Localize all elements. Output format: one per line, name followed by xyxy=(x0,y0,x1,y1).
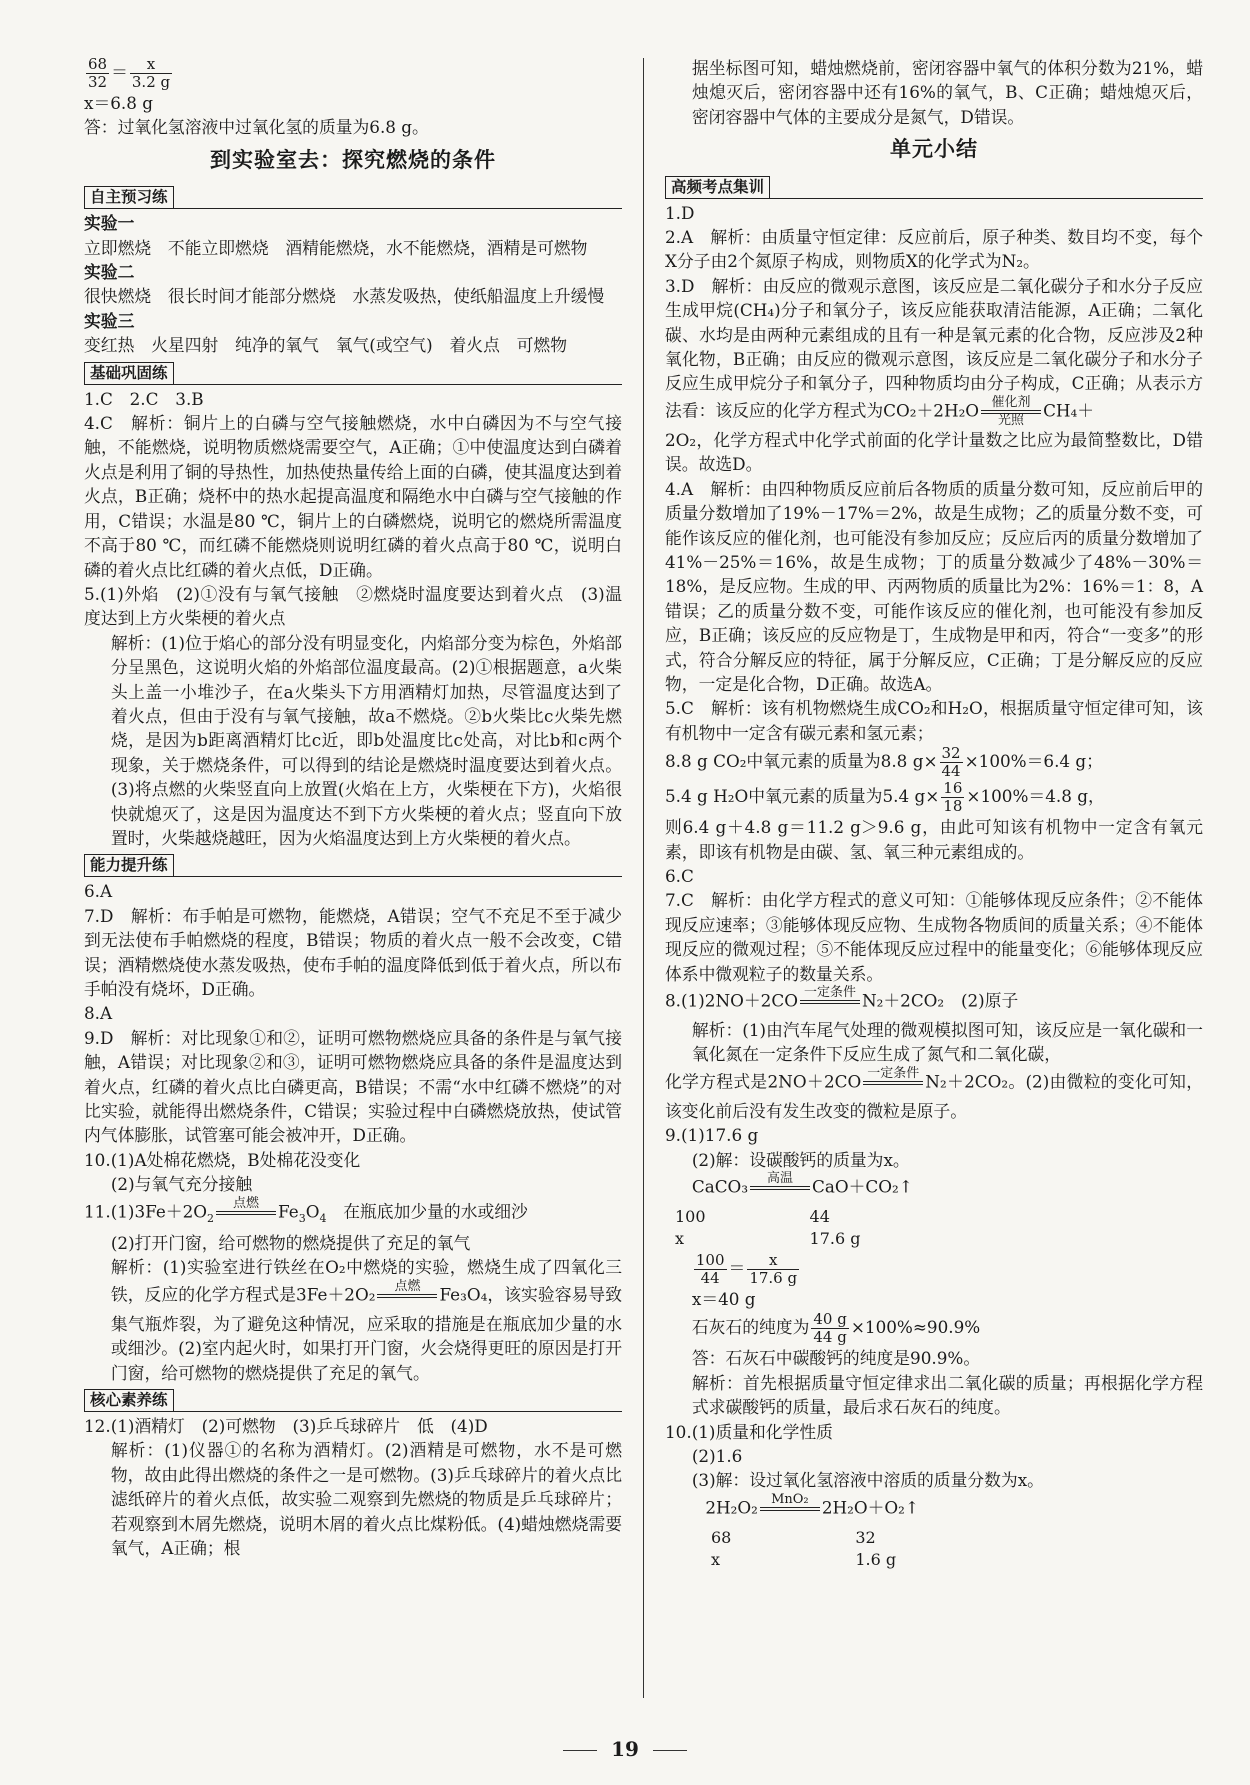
reaction-condition: 点燃 xyxy=(394,1278,421,1294)
answer-text: CH₄＋ xyxy=(1043,400,1095,421)
denominator: 44 xyxy=(700,1269,720,1288)
explanation-para xyxy=(665,1067,1203,1123)
explanation-para xyxy=(84,1255,622,1385)
numerator: 32 xyxy=(941,744,961,763)
denominator: 32 xyxy=(88,73,108,91)
answer-para: 6.A xyxy=(84,881,113,902)
answer-para: 9.D 解析：对比现象①和②，证明可燃物燃烧应具备的条件是与氧气接触，A错误；对比现象②和③，证明可燃物燃烧应具备的条件是温度达到着火点，红磷的着火点比白磷更高，B错误；不需“水中红磷不燃烧”的对比实验，就能得出燃烧条件，C错误；实验过程中白磷燃烧放热，使试管内气体膨胀，试管塞可能会被冲开，D正确。 xyxy=(84,1027,622,1146)
reaction-arrow xyxy=(750,1172,810,1204)
mass-value: x xyxy=(675,1229,685,1249)
calc-line xyxy=(665,1311,1203,1346)
answer-para: (2)解：设碳酸钙的质量为x。 xyxy=(691,1149,910,1170)
right-column xyxy=(665,56,1203,1573)
page-dash xyxy=(563,1750,597,1751)
calc-line xyxy=(665,745,1203,780)
fraction xyxy=(130,56,172,91)
mass-value: 32 xyxy=(855,1527,876,1547)
answer-text: 3.D 解析：由反应的微观示意图，该反应是二氧化碳分子和水分子反应生成甲烷(CH₄)分子和氧分子，该反应能获取清洁能源，A正确；二氧化碳、水均是由两种元素组成的且有一种是氧元素的化合物，反应涉及2种氧化物，B正确；由反应的微观示意图，该反应是二氧化碳分子和水分子反应生成甲烷分子和氧分子，四种物质均由分子构成，C正确；从表示方法看：该反应的化学方程式为CO₂＋2H₂O xyxy=(665,275,1203,421)
reaction-condition: 一定条件 xyxy=(803,985,856,1000)
fraction xyxy=(941,780,964,815)
fraction xyxy=(811,1311,848,1346)
answer-para: 12.(1)酒精灯 (2)可燃物 (3)乒乓球碎片 低 (4)D xyxy=(84,1415,488,1436)
calc-text: ×100%＝4.8 g， xyxy=(966,786,1105,807)
numerator: 40 g xyxy=(813,1310,847,1329)
mass-value: x xyxy=(711,1549,721,1569)
section-tag: 高频考点集训 xyxy=(665,176,770,199)
answer-para: (2)打开门窗，给可燃物的燃烧提供了充足的氧气 xyxy=(110,1232,471,1253)
explanation-text: N₂＋2CO₂。(2)由微粒的变化可知，该变化前后没有发生改变的微粒是原子。 xyxy=(665,1071,1203,1121)
denominator: 44 xyxy=(941,762,961,781)
reaction-arrow xyxy=(863,1067,923,1099)
section-tag: 基础巩固练 xyxy=(84,362,174,385)
block-text: 很快燃烧 很长时间才能部分燃烧 水蒸发吸热，使纸船温度上升缓慢 xyxy=(84,286,605,307)
mass-value: 100 xyxy=(675,1207,706,1227)
equation-line: $11.(1)3Fe+2O_2$ 点燃 $Fe_3O_4$ 在瓶底加少量的水或细沙 xyxy=(84,1197,622,1231)
eq-part: Fe xyxy=(278,1201,299,1222)
section-tag: 能力提升练 xyxy=(84,854,174,877)
fraction xyxy=(747,1252,799,1287)
answer-para: 9.(1)17.6 g xyxy=(665,1125,759,1146)
eq-part: N₂＋2CO₂ (2)原子 xyxy=(861,990,1019,1011)
reaction-condition: 高温 xyxy=(767,1171,794,1187)
calc-text: 石灰石的纯度为 xyxy=(691,1317,810,1338)
numerator: x xyxy=(130,56,172,74)
answer-para: 2.A 解析：由质量守恒定律：反应前后，原子种类、数目均不变，每个X分子由2个氮原子构成，则物质X的化学式为N₂。 xyxy=(665,227,1203,272)
page-dash xyxy=(653,1750,687,1751)
intro-fraction-line: $\frac{68}{32}$ ＝ $\frac{x}{3.2 g}$ xyxy=(88,55,171,91)
mass-value: 44 xyxy=(809,1207,830,1227)
equation-line xyxy=(665,1493,1203,1525)
answer-para: 7.D 解析：布手帕是可燃物，能燃烧，A错误；空气不充足不至于减少到无法使布手帕燃烧的程度，B错误；物质的着火点一般不会改变，C错误；酒精燃烧使水蒸发吸热，使布手帕的温度降低到低于着火点，所以布手帕没有烧坏，D正确。 xyxy=(84,905,622,999)
reaction-arrow xyxy=(377,1280,437,1312)
section-tag: 核心素养练 xyxy=(84,1389,174,1412)
calc-line xyxy=(665,780,1203,815)
explanation-text: 解析：(1)实验室进行铁丝在O₂中燃烧的实验，燃烧生成了四氧化三铁，反应的化学方程式是3Fe＋2O₂ xyxy=(110,1257,622,1305)
eq-part: 11.(1)3Fe＋2O xyxy=(84,1201,208,1222)
block-head: 实验三 xyxy=(84,310,135,331)
answer-para: 5.C 解析：该有机物燃烧生成CO₂和H₂O，根据质量守恒定律可知，该有机物中一定含有碳元素和氢元素； xyxy=(665,698,1203,743)
explanation-text: Fe₃O₄，该实验容易导致集气瓶炸裂，为了避免这种情况，应采取的措施是在瓶底加少量的水或细沙。(2)室内起火时，如果打开门窗，火会烧得更旺的原因是打开门窗，给可燃物的燃烧提供了充足的氧气。 xyxy=(110,1284,623,1383)
fraction xyxy=(86,56,109,91)
answer-para: 6.C xyxy=(665,865,694,886)
reaction-arrow xyxy=(800,986,860,1018)
numerator: 100 xyxy=(695,1251,725,1270)
eq-part: CaO＋CO₂↑ xyxy=(812,1176,913,1197)
answer-para: 5.(1)外焰 (2)①没有与氧气接触 ②燃烧时温度要达到着火点 (3)温度达到上方火柴梗的着火点 xyxy=(84,583,622,629)
explanation-para: 解析：(1)仪器①的名称为酒精灯。(2)酒精是可燃物，水不是可燃物，故由此得出燃烧的条件之一是可燃物。(3)乒乓球碎片的着火点比滤纸碎片的着火点低，故实验二观察到先燃烧的物质是乒乓球碎片；若观察到木屑先燃烧，说明木屑的着火点比煤粉低。(4)蜡烛燃烧需要氧气，A正确；根 xyxy=(110,1440,622,1558)
answer-para: 1.C 2.C 3.B xyxy=(84,388,204,409)
eq-part: 2H₂O＋O₂↑ xyxy=(821,1497,919,1518)
eq-part: 2H₂O₂ xyxy=(705,1497,758,1518)
mass-value: 68 xyxy=(711,1527,732,1547)
column-divider xyxy=(643,58,644,1698)
section-title: 单元小结 xyxy=(890,137,978,162)
block-text: 变红热 火星四射 纯净的氧气 氧气(或空气) 着火点 可燃物 xyxy=(84,335,567,356)
answer-para: 答：石灰石中碳酸钙的纯度是90.9%。 xyxy=(691,1348,981,1369)
eq-part: 8.(1)2NO＋2CO xyxy=(665,990,798,1011)
explanation-text: 化学方程式是2NO＋2CO xyxy=(665,1071,862,1092)
fraction xyxy=(940,745,963,780)
answer-para: 1.D xyxy=(665,202,695,223)
denominator: 18 xyxy=(943,797,963,816)
denominator: 17.6 g xyxy=(749,1269,798,1288)
fraction xyxy=(694,1252,727,1287)
reaction-arrow xyxy=(760,1493,820,1525)
reaction-arrow xyxy=(216,1197,276,1229)
reaction-arrow xyxy=(981,396,1041,428)
answer-para: 则6.4 g＋4.8 g＝11.2 g＞9.6 g，由此可知该有机物中一定含有氧元素，即该有机物是由碳、氢、氧三种元素组成的。 xyxy=(665,817,1203,862)
left-column xyxy=(84,56,622,1560)
explanation-para: 解析：首先根据质量守恒定律求出二氧化碳的质量；再根据化学方程式求碳酸钙的质量，最后求石灰石的纯度。 xyxy=(691,1372,1203,1418)
answer-para: 8.A xyxy=(84,1003,113,1024)
denominator: 3.2 g xyxy=(131,73,171,91)
mass-value: 17.6 g xyxy=(809,1229,861,1249)
numerator: 16 xyxy=(943,779,963,798)
block-head: 实验一 xyxy=(84,213,135,234)
reaction-condition: MnO₂ xyxy=(771,1491,809,1507)
answer-para: 2O₂，化学方程式中化学式前面的化学计量数之比应为最简整数比，D错误。故选D。 xyxy=(665,429,1203,475)
calc-text: ×100%≈90.9% xyxy=(850,1317,981,1338)
answer-para: 7.C 解析：由化学方程式的意义可知：①能够体现反应条件；②不能体现反应速率；③能够体现反应物、生成物各物质间的质量关系；④不能体现反应的微观过程；⑤不能体现反应过程中的能量变化；⑥能够体现反应体系中微观粒子的数量关系。 xyxy=(665,890,1203,984)
answer-para: (2)1.6 xyxy=(691,1446,743,1467)
calc-text: ×100%＝6.4 g； xyxy=(964,751,1103,772)
eq-part: CaCO₃ xyxy=(691,1176,749,1197)
continued-para: 据坐标图可知，蜡烛燃烧前，密闭容器中氧气的体积分数为21%，蜡烛熄灭后，密闭容器中还有16%的氧气，B、C正确；蜡烛熄灭后，密闭容器中气体的主要成分是氮气，D错误。 xyxy=(691,58,1203,127)
mass-table xyxy=(675,1206,875,1250)
intro-line: 答：过氧化氢溶液中过氧化氢的质量为6.8 g。 xyxy=(84,117,429,138)
calc-line: $\frac{100}{44}$ ＝ $\frac{x}{17.6 g}$ xyxy=(695,1251,798,1288)
calc-text: 8.8 g CO₂中氧元素的质量为8.8 g× xyxy=(665,751,938,772)
reaction-condition: 点燃 xyxy=(233,1195,260,1211)
denominator: 44 g xyxy=(813,1328,847,1347)
answer-para: (2)与氧气充分接触 xyxy=(110,1174,253,1195)
reaction-condition: 一定条件 xyxy=(867,1065,920,1081)
answer-para: (3)解：设过氧化氢溶液中溶质的质量分数为x。 xyxy=(691,1470,1044,1491)
mass-table xyxy=(711,1527,910,1571)
calc-text: 5.4 g H₂O中氧元素的质量为5.4 g× xyxy=(665,786,940,807)
answer-para: 4.C 解析：铜片上的白磷与空气接触燃烧，水中白磷因为不与空气接触，不能燃烧，说明物质燃烧需要空气，A正确；①中使温度达到白磷着火点是利用了铜的导热性，加热使热量传给上面的白磷，使其温度达到着火点，B正确；烧杯中的热水起提高温度和隔绝水中白磷与空气接触的作用，C错误；水温是80 ℃，铜片上的白磷燃烧，说明它的燃烧所需温度不高于80 ℃，而红磷不能燃烧则说明红磷的着火点高于80 ℃，说明白磷的着火点比红磷的着火点低，D正确。 xyxy=(84,413,622,580)
section-title: 到实验室去：探究燃烧的条件 xyxy=(210,147,496,172)
block-head: 实验二 xyxy=(84,262,135,283)
reaction-condition: 光照 xyxy=(998,412,1025,428)
reaction-condition: 催化剂 xyxy=(991,394,1031,410)
numerator: x xyxy=(747,1252,799,1270)
eq-part: 在瓶底加少量的水或细沙 xyxy=(326,1201,528,1222)
mass-value: 1.6 g xyxy=(855,1549,897,1569)
equation-line xyxy=(665,1172,1203,1204)
answer-para: 10.(1)质量和化学性质 xyxy=(665,1421,833,1442)
page-number-text: 19 xyxy=(611,1737,639,1761)
answer-para xyxy=(665,274,1203,428)
explanation-para: 解析：(1)由汽车尾气处理的微观模拟图可知，该反应是一氧化碳和一氧化氮在一定条件下反应生成了氮气和二氧化碳， xyxy=(691,1020,1203,1065)
numerator: 68 xyxy=(88,55,108,73)
answer-para: 4.A 解析：由四种物质反应前后各物质的质量分数可知，反应前后甲的质量分数增加了19%－17%＝2%，故是生成物；乙的质量分数不变，可能作该反应的催化剂，也可能没有参加反应；反应后丙的质量分数增加了41%－25%＝16%，故是生成物；丁的质量分数减少了48%－30%＝18%，是反应物。生成的甲、丙两物质的质量比为2%：16%＝1：8，A错误；乙的质量分数不变，可能作该反应的催化剂，也可能没有参加反应，B正确；该反应的反应物是丁，生成物是甲和丙，符合“一变多”的形式，符合分解反应的特征，属于分解反应，C正确；丁是分解反应的反应物，一定是化合物，D正确。故选A。 xyxy=(665,478,1203,694)
equation-line xyxy=(665,986,1203,1018)
answer-para: 10.(1)A处棉花燃烧，B处棉花没变化 xyxy=(84,1149,361,1170)
page-number xyxy=(0,1737,1250,1761)
explanation-para: 解析：(1)位于焰心的部分没有明显变化，内焰部分变为棕色，外焰部分呈黑色，这说明火焰的外焰部位温度最高。(2)①根据题意，a火柴头上盖一小堆沙子，在a火柴头下方用酒精灯加热，尽管温度达到了着火点，但由于没有与氧气接触，故a不燃烧。②b火柴比c火柴先燃烧，是因为b距离酒精灯比c近，即b处温度比c处高，对比b和c两个现象，关于燃烧条件，可以得到的结论是燃烧时温度要达到着火点。(3)将点燃的火柴竖直向上放置(火焰在上方，火柴梗在下方)，火焰很快就熄灭了，这是因为温度达不到下方火柴梗的着火点；竖直向下放置时，火柴越烧越旺，因为火焰温度达到上方火柴梗的着火点。 xyxy=(110,632,622,848)
calc-line: x＝40 g xyxy=(691,1289,756,1310)
block-text: 立即燃烧 不能立即燃烧 酒精能燃烧，水不能燃烧，酒精是可燃物 xyxy=(84,237,588,258)
section-tag: 自主预习练 xyxy=(84,186,174,209)
intro-line: x＝6.8 g xyxy=(84,93,154,113)
